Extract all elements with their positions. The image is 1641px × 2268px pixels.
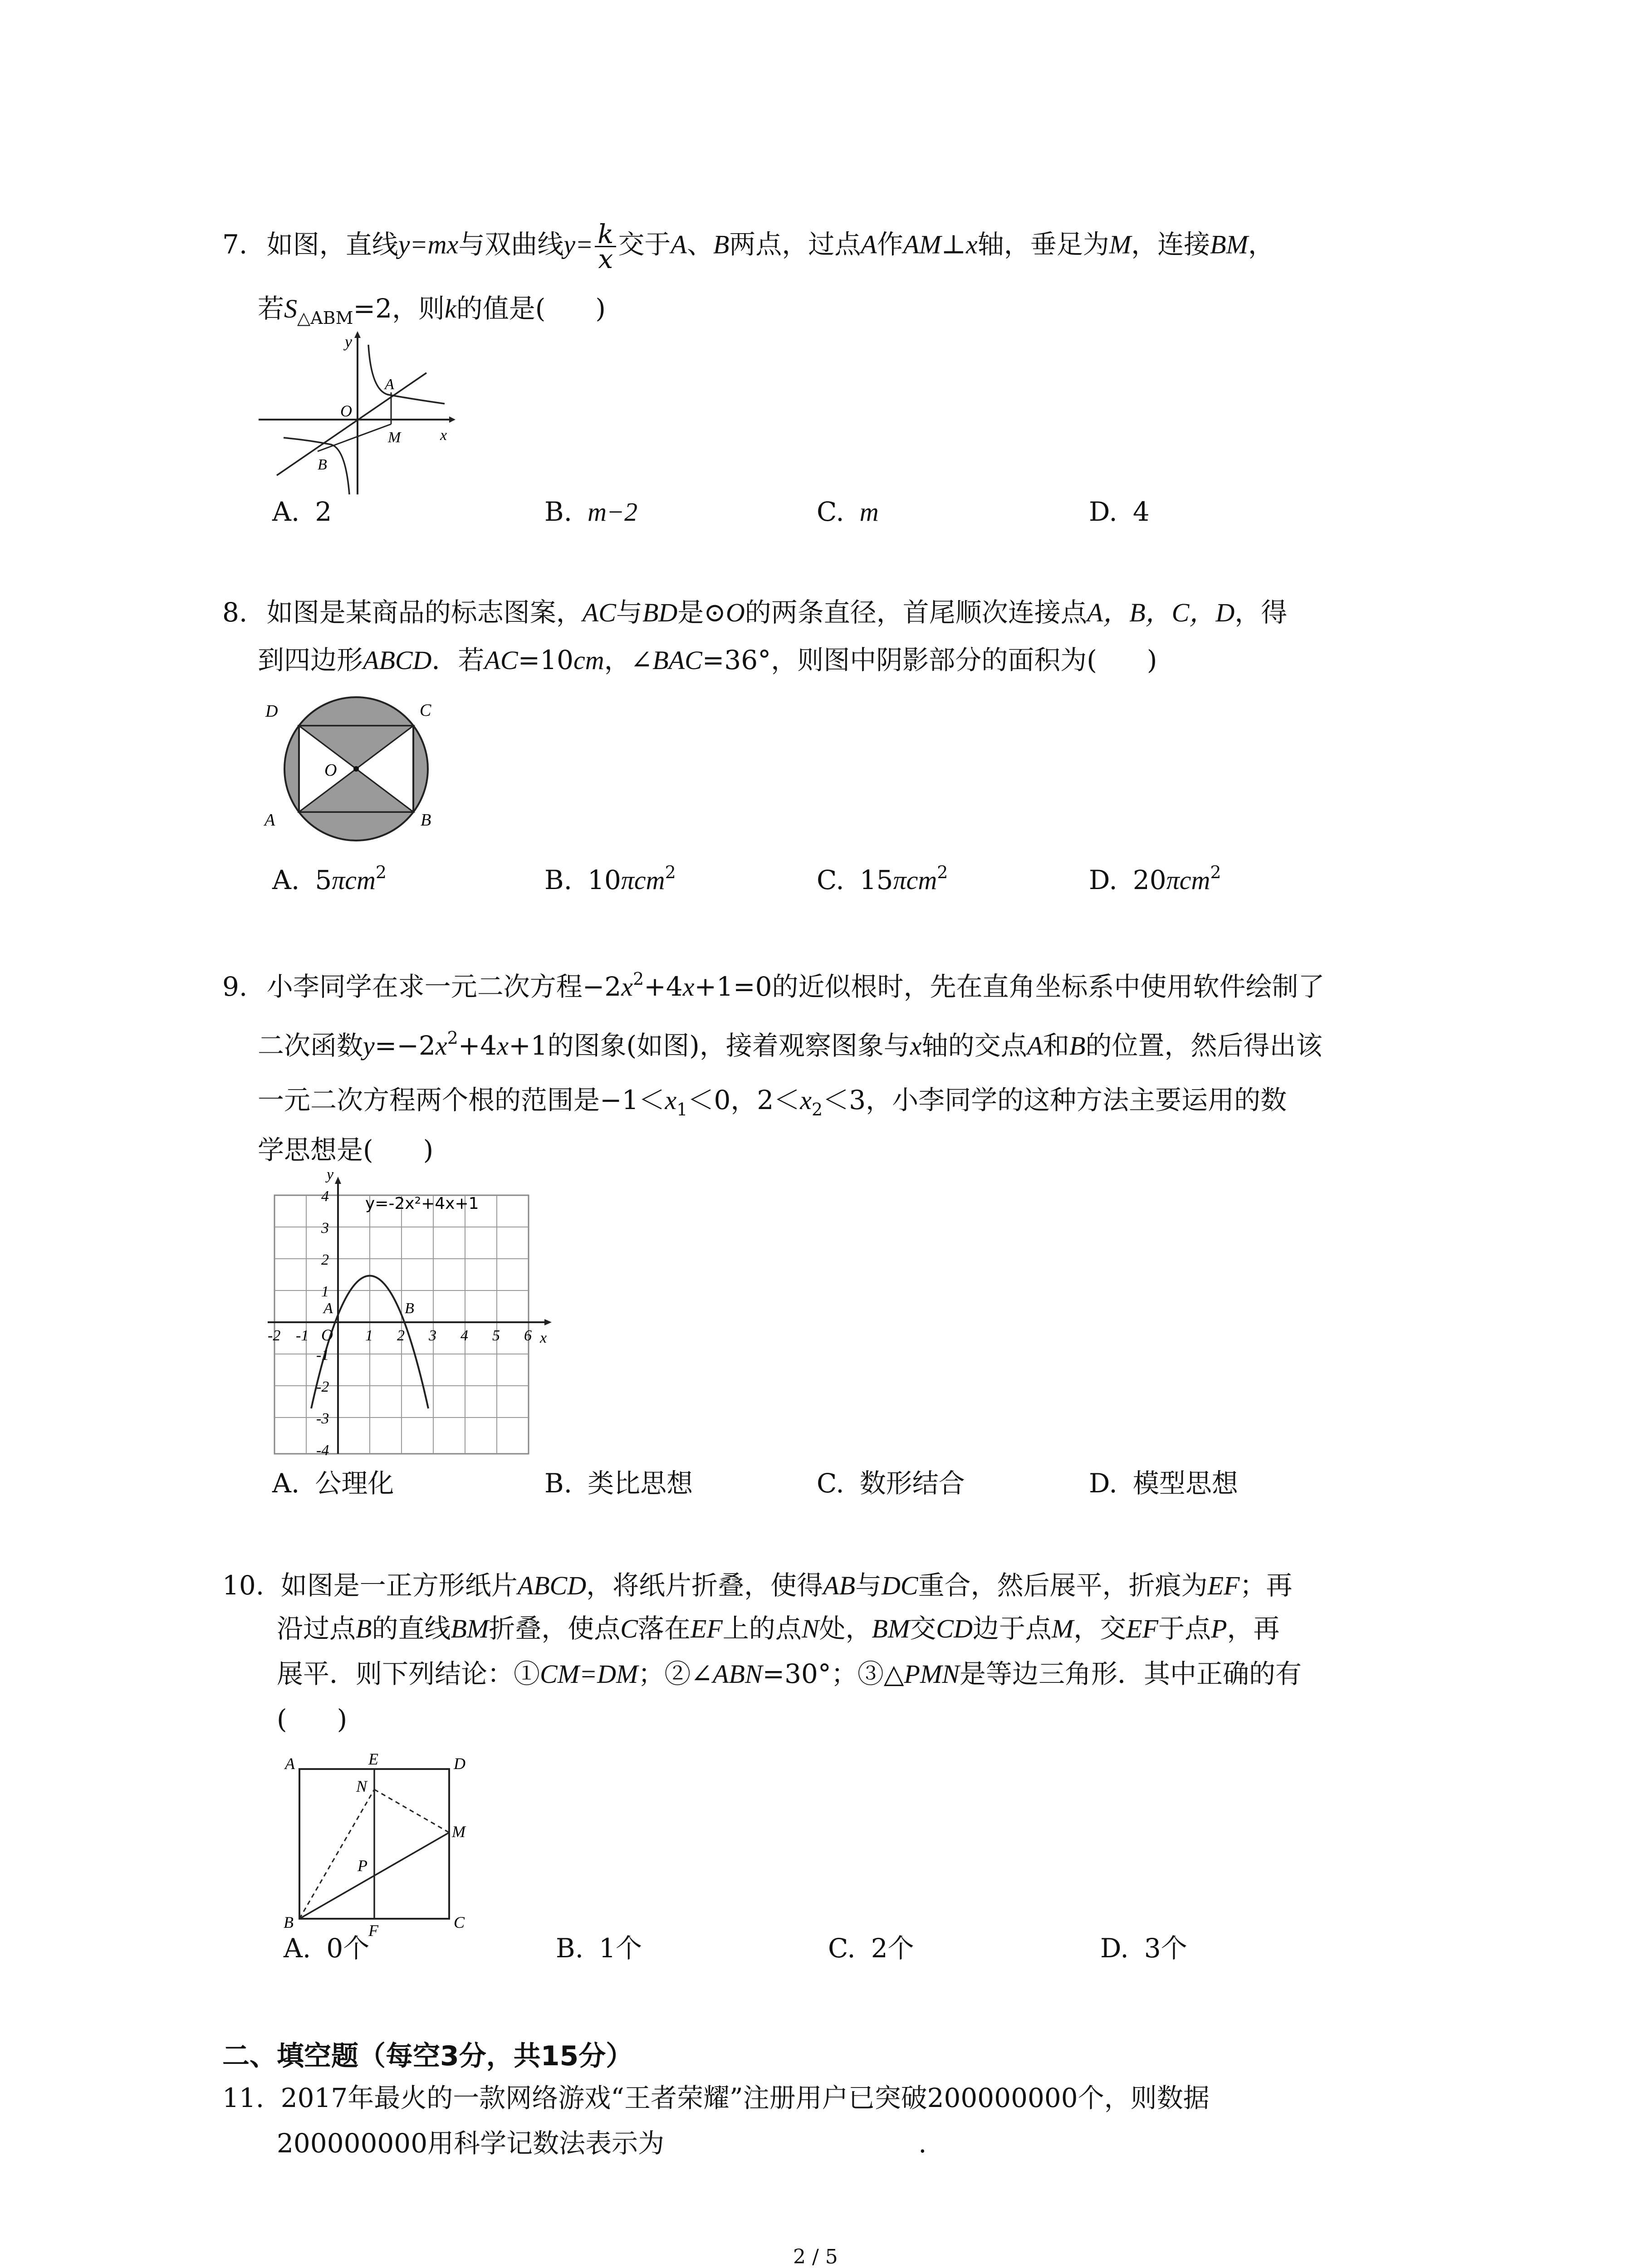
q11-line1: 11. 2017年最火的一款网络游戏“王者荣耀”注册用户已突破200000000个，则数据 xyxy=(222,2082,1210,2113)
q9-line1: 9. 小李同学在求一元二次方程$-2x^2+4x+1=0$的近似根时，先在直角坐标系中使用软件绘制了 xyxy=(222,969,1325,1002)
q7-option-b[interactable]: B. m−2 xyxy=(544,496,638,527)
q10-label-M: M xyxy=(452,1823,465,1841)
q7-label-A: A xyxy=(385,376,394,393)
q8-label-A: A xyxy=(265,811,275,830)
q11-number: 11. xyxy=(222,2082,265,2113)
page-number: 2 / 5 xyxy=(793,2245,838,2268)
q10-line1: 10. 如图是一正方形纸片ABCD，将纸片折叠，使得AB与DC重合，然后展平，折痕为EF；再 xyxy=(222,1570,1293,1601)
q7-option-c[interactable]: C. m xyxy=(817,496,879,527)
q7-figure xyxy=(259,331,463,494)
q9-ytick: 4 xyxy=(321,1188,329,1205)
section-2-title: 二、填空题（每空3分，共15分） xyxy=(222,2040,633,2072)
q9-ytick: -3 xyxy=(316,1410,329,1427)
q7-number: 7. xyxy=(222,229,248,260)
q8-label-C: C xyxy=(420,701,431,720)
q9-number: 9. xyxy=(222,971,248,1002)
q8-figure xyxy=(261,685,451,857)
q9-line2: 二次函数$y=-2x^2+4x+1$的图象(如图)，接着观察图象与x轴的交点A和B的位置，然后得出该 xyxy=(258,1028,1323,1061)
q11-line2: 200000000用科学记数法表示为 . xyxy=(277,2128,927,2159)
q9-ytick: -2 xyxy=(316,1378,329,1395)
q9-ytick: 1 xyxy=(321,1283,329,1300)
q8-label-D: D xyxy=(265,702,278,721)
q10-label-E: E xyxy=(368,1750,378,1768)
q9-ytick: -1 xyxy=(316,1347,329,1364)
q9-label-x: x xyxy=(540,1330,547,1346)
q7-line2: 若$S_{\triangle ABM}=2$，则k的值是( ) xyxy=(258,293,606,328)
q10-label-A: A xyxy=(285,1755,295,1773)
q9-option-d[interactable]: D. 模型思想 xyxy=(1089,1468,1238,1499)
q10-number: 10. xyxy=(222,1570,265,1601)
q9-xtick: 1 xyxy=(365,1327,373,1344)
q7-label-B: B xyxy=(318,456,327,473)
q9-xtick: 2 xyxy=(397,1327,405,1344)
q7-label-y: y xyxy=(345,332,352,351)
q9-option-a[interactable]: A. 公理化 xyxy=(272,1468,394,1499)
q10-option-b[interactable]: B. 1个 xyxy=(556,1933,642,1964)
q7-option-d[interactable]: D. 4 xyxy=(1089,496,1150,527)
q9-graph xyxy=(263,1166,581,1461)
q8-option-c[interactable]: C. 15πcm$^2$ xyxy=(817,862,948,895)
q10-option-c[interactable]: C. 2个 xyxy=(828,1933,914,1964)
q10-line2: 沿过点B的直线BM折叠，使点C落在EF上的点N处，BM交CD边于点M，交EF于点P，再 xyxy=(277,1613,1280,1644)
q7-line1: 7. 如图，直线y=mx与双曲线y= $\frac{k}{x}$ 交于A、B两点，过点A作AM⊥x轴，垂足为M，连接BM， xyxy=(222,219,1274,274)
q9-label-B: B xyxy=(405,1300,414,1317)
q8-line1: 8. 如图是某商品的标志图案，AC与BD是⊙O的两条直径，首尾顺次连接点A，B，C，D，得 xyxy=(222,597,1288,628)
q9-xtick: -2 xyxy=(268,1327,281,1344)
q7-label-x: x xyxy=(440,427,447,444)
q7-label-M: M xyxy=(388,429,401,446)
q9-line3: 一元二次方程两个根的范围是$-1<x_1<0$，$2<x_2<3$，小李同学的这种方法主要运用的数 xyxy=(258,1085,1287,1119)
q10-label-N: N xyxy=(356,1777,367,1795)
q9-line4: 学思想是( ) xyxy=(258,1134,434,1165)
q8-number: 8. xyxy=(222,597,248,628)
q9-xtick: -1 xyxy=(296,1327,309,1344)
q7-label-O: O xyxy=(340,402,352,420)
q9-xtick: 5 xyxy=(492,1327,500,1344)
q10-label-D: D xyxy=(454,1755,465,1773)
q9-option-b[interactable]: B. 类比思想 xyxy=(544,1468,693,1499)
q10-line4: ( ) xyxy=(277,1704,348,1735)
q8-label-O: O xyxy=(324,761,337,780)
q8-option-a[interactable]: A. 5πcm$^2$ xyxy=(272,862,387,895)
q9-xtick: 4 xyxy=(460,1327,468,1344)
q8-option-d[interactable]: D. 20πcm$^2$ xyxy=(1089,862,1221,895)
q9-ytick: 2 xyxy=(321,1251,329,1268)
q9-option-c[interactable]: C. 数形结合 xyxy=(817,1468,965,1499)
q10-label-F: F xyxy=(368,1921,378,1937)
q8-line2: 到四边形ABCD．若AC=10cm，∠BAC=36°，则图中阴影部分的面积为( ) xyxy=(258,645,1157,675)
q10-label-P: P xyxy=(358,1857,367,1875)
q9-label-A: A xyxy=(323,1300,333,1317)
q8-option-b[interactable]: B. 10πcm$^2$ xyxy=(544,862,676,895)
q10-figure xyxy=(272,1746,481,1937)
q9-label-y: y xyxy=(327,1166,334,1183)
q9-function-label: y=-2x²+4x+1 xyxy=(365,1194,479,1213)
q7-option-a[interactable]: A. 2 xyxy=(272,496,332,527)
q9-ytick: -4 xyxy=(316,1442,329,1459)
q7-fraction: $\frac{k}{x}$ xyxy=(595,222,616,271)
q10-option-d[interactable]: D. 3个 xyxy=(1100,1933,1187,1964)
q9-xtick: 6 xyxy=(524,1327,532,1344)
q10-line3: 展平．则下列结论：①CM=DM；②∠ABN=30°；③△PMN是等边三角形．其中正确的有 xyxy=(277,1658,1302,1689)
q10-option-a[interactable]: A. 0个 xyxy=(284,1933,370,1964)
q10-label-C: C xyxy=(454,1913,465,1931)
q9-ytick: 3 xyxy=(321,1220,329,1237)
q8-label-B: B xyxy=(421,811,431,830)
q9-label-O: O xyxy=(321,1326,333,1344)
q9-xtick: 3 xyxy=(429,1327,436,1344)
q10-label-B: B xyxy=(284,1913,294,1931)
